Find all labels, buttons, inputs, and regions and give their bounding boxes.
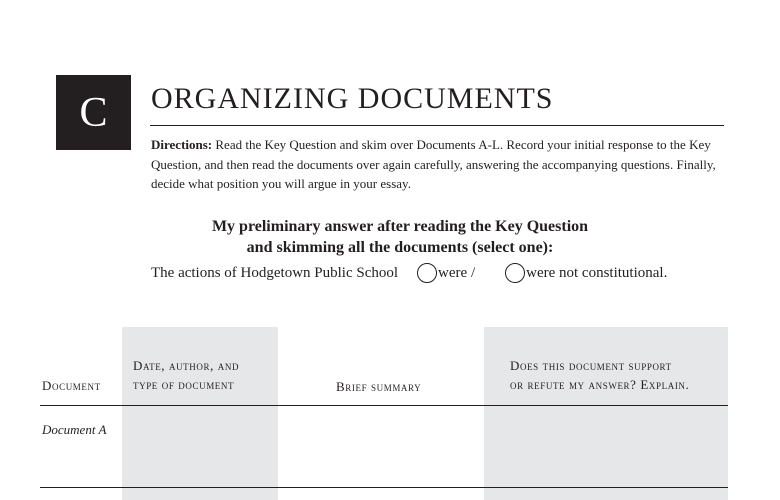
col-header-support bbox=[510, 356, 689, 394]
col-header-summary: Brief summary bbox=[336, 379, 422, 394]
date-author-column-shade bbox=[122, 327, 278, 500]
prompt-line-2: and skimming all the documents (select one): bbox=[246, 239, 554, 256]
title-divider bbox=[150, 125, 724, 126]
were-not-option-label: were not constitutional. bbox=[526, 264, 668, 281]
directions-label: Directions: bbox=[151, 137, 213, 152]
prompt-line-1: My preliminary answer after reading the Key Question bbox=[211, 218, 589, 235]
answer-choice-row bbox=[151, 263, 667, 283]
choice-lead-text: The actions of Hodgetown Public School bbox=[151, 264, 399, 281]
directions-paragraph bbox=[151, 135, 721, 194]
section-letter-box bbox=[56, 75, 131, 150]
col-header-support-line-1: Does this document support bbox=[510, 358, 672, 373]
support-column-shade bbox=[484, 327, 728, 500]
were-radio-circle[interactable] bbox=[417, 263, 437, 283]
table-row-rule bbox=[40, 487, 728, 488]
page-title: ORGANIZING DOCUMENTS bbox=[151, 82, 554, 115]
were-option-label: were / bbox=[438, 264, 476, 281]
directions-text: Read the Key Question and skim over Documents A-L. Record your initial response to the Key Question, and then read the documents over again carefully, answering the accompanying questions. Finally, decide what position you will argue in your essay. bbox=[151, 137, 716, 191]
col-header-support-line-2: or refute my answer? Explain. bbox=[510, 377, 690, 392]
col-header-date-author bbox=[133, 356, 239, 394]
section-letter: C bbox=[79, 89, 108, 136]
preliminary-answer-prompt bbox=[150, 216, 650, 258]
col-header-document: Document bbox=[42, 378, 101, 393]
were-not-radio-circle[interactable] bbox=[505, 263, 525, 283]
col-header-date-line-1: Date, author, and bbox=[133, 358, 240, 373]
col-header-date-line-2: type of document bbox=[133, 377, 235, 392]
table-header-rule bbox=[40, 405, 728, 406]
row-label-document-a: Document A bbox=[42, 422, 107, 437]
